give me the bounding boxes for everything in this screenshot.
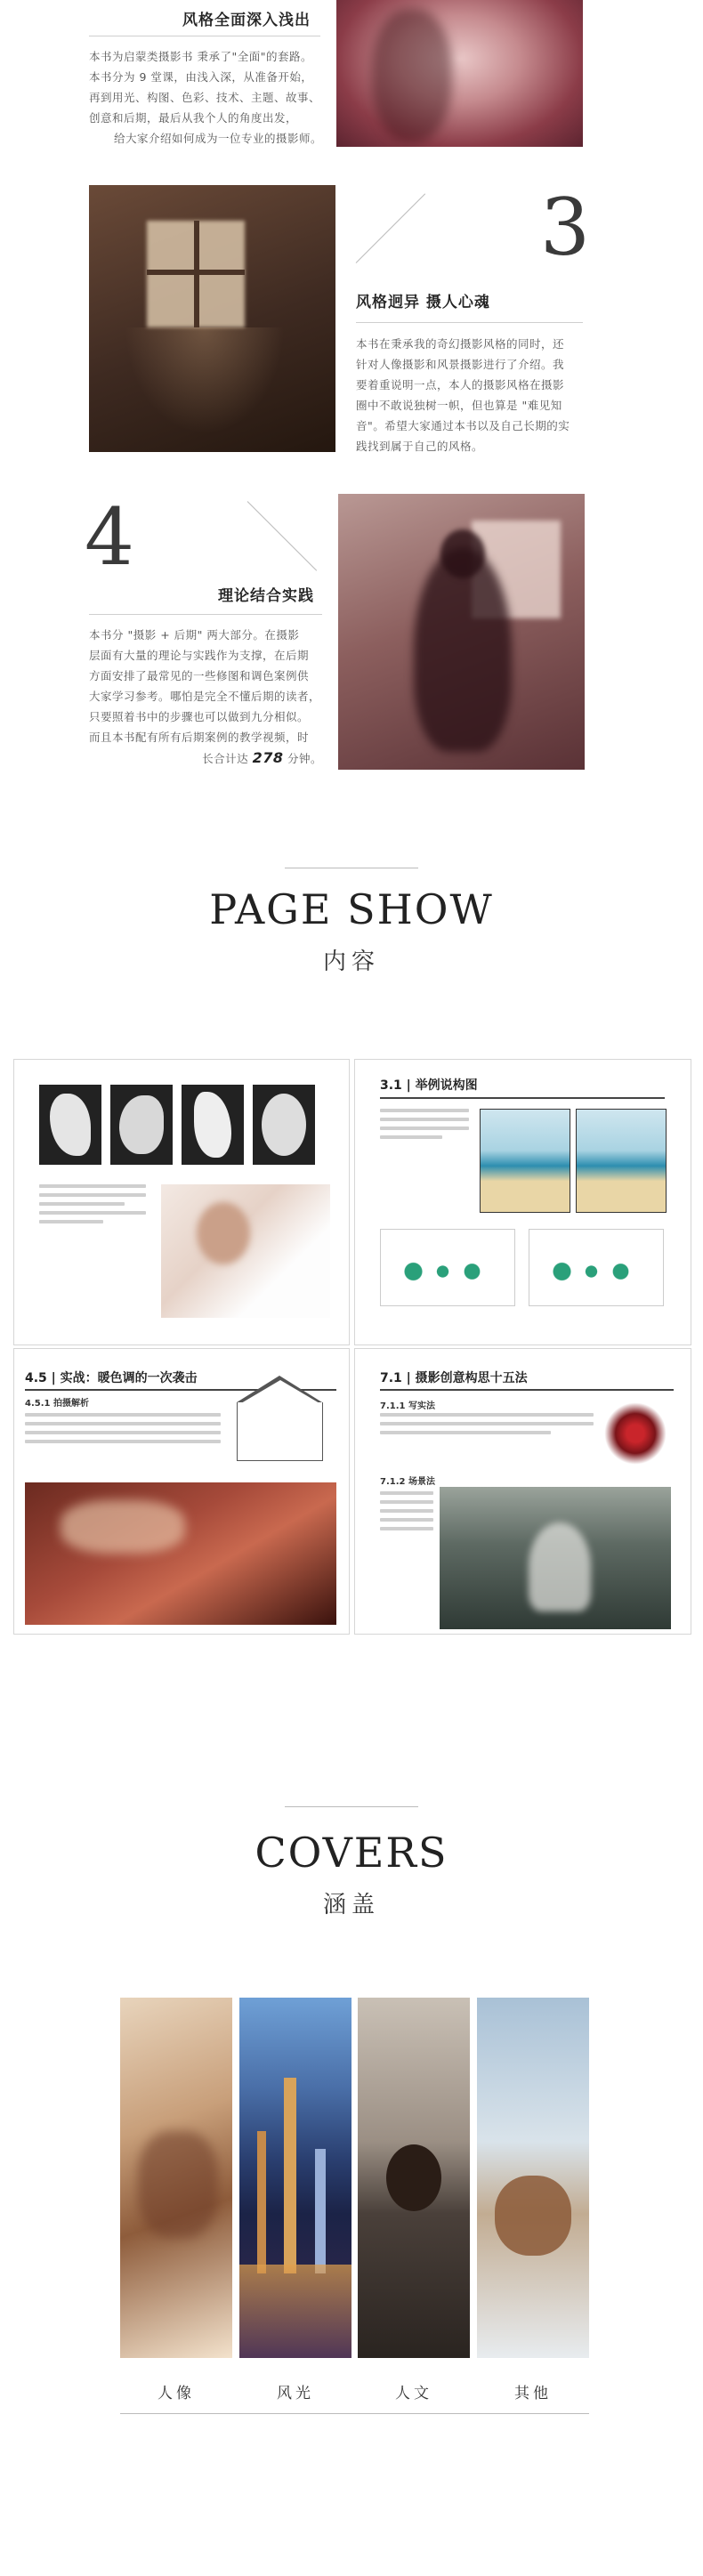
feature3-divider	[356, 322, 583, 323]
feature4-last-prefix: 长合计达	[202, 752, 249, 765]
fish-photo	[604, 1402, 667, 1465]
feature4-divider	[89, 614, 322, 615]
placeholder-text	[380, 1109, 469, 1144]
pageshow-title-en: PAGE SHOW	[209, 885, 494, 933]
spread1-left-page	[13, 1059, 350, 1345]
feature4-text	[89, 625, 322, 769]
covers-top-rule	[285, 1806, 418, 1807]
covers-title-cn: 涵盖	[322, 1892, 380, 1918]
comic-panel-2	[576, 1109, 667, 1213]
feature1-line: 本书分为 9 堂课，由浅入深，从准备开始，	[89, 70, 313, 84]
psd-panel	[182, 1085, 244, 1165]
sofa-photo	[25, 1482, 336, 1625]
placeholder-text	[25, 1413, 221, 1449]
feature3-number: 3	[540, 182, 590, 273]
window-glow	[125, 327, 285, 434]
spread2-left-page	[13, 1348, 350, 1635]
covers-title-en: COVERS	[255, 1829, 448, 1877]
feature3-line: 音"。希望大家通过本书以及自己长期的实	[356, 419, 570, 432]
placeholder-text	[380, 1491, 433, 1536]
cover-label-humanities: 人文	[395, 2385, 432, 2402]
feature4-line: 层面有大量的理论与实践作为支撑，在后期	[89, 649, 310, 662]
feature3-line: 要着重说明一点，本人的摄影风格在摄影	[356, 378, 565, 392]
feature1-text	[89, 46, 322, 149]
cover-portrait	[120, 1998, 232, 2358]
feature3-line: 本书在秉承我的奇幻摄影风格的同时，还	[356, 337, 565, 351]
feature1-photo	[336, 0, 583, 147]
spread1-right-page	[354, 1059, 691, 1345]
cover-landscape	[239, 1998, 352, 2358]
feature3-line: 圈中不敢说独树一帜，但也算是 "难见知	[356, 399, 562, 412]
cover-humanities	[358, 1998, 470, 2358]
cover-label-landscape: 风光	[277, 2385, 314, 2402]
feature3-line: 践找到属于自己的风格。	[356, 440, 484, 453]
feature4-number: 4	[85, 491, 134, 583]
feature4-last-suffix: 分钟。	[287, 752, 322, 765]
feature4-photo	[338, 494, 585, 770]
people-illustration-2	[529, 1229, 664, 1306]
placeholder-text	[380, 1413, 594, 1440]
psd-panel	[39, 1085, 101, 1165]
psd-panel	[253, 1085, 315, 1165]
spread2-left-heading: 4.5 | 实战：暖色调的一次袭击	[25, 1371, 198, 1385]
photo-woman-white	[161, 1184, 330, 1318]
spread2-right-heading: 7.1 | 摄影创意构思十五法	[380, 1371, 528, 1385]
cover-other	[477, 1998, 589, 2358]
spread2-right-sub2: 7.1.2 场景法	[380, 1477, 435, 1487]
heading-rule	[380, 1389, 674, 1391]
feature3-diagonal	[356, 193, 425, 262]
feature4-last-line	[89, 747, 322, 769]
spread2-right-page	[354, 1348, 691, 1635]
spread2-right-sub1: 7.1.1 写实法	[380, 1401, 435, 1411]
feature1-photo-figure	[372, 9, 452, 142]
feature3-title: 风格迥异 摄人心魂	[356, 294, 490, 311]
feature4-line: 方面安排了最常见的一些修图和调色案例供	[89, 669, 310, 682]
spread1-right-heading: 3.1 | 举例说构图	[380, 1078, 478, 1093]
feature4-line: 大家学习参考。哪怕是完全不懂后期的读者，	[89, 690, 321, 703]
people-illustration-1	[380, 1229, 515, 1306]
cover-label-other: 其他	[514, 2385, 552, 2402]
covers-bottom-rule	[120, 2413, 589, 2414]
feature4-line: 只要照着书中的步骤也可以做到九分相似。	[89, 710, 310, 723]
window-frame-h	[147, 270, 245, 275]
psd-screenshots	[39, 1085, 324, 1165]
feature4-title: 理论结合实践	[218, 587, 314, 605]
psd-panel	[110, 1085, 173, 1165]
placeholder-text	[39, 1184, 146, 1229]
comic-panel-1	[480, 1109, 570, 1213]
cover-label-portrait: 人像	[158, 2385, 195, 2402]
pageshow-title-cn: 内容	[322, 949, 380, 975]
feature4-line: 本书分 "摄影 + 后期" 两大部分。在摄影	[89, 628, 300, 642]
house-diagram	[237, 1402, 323, 1461]
feature3-photo	[89, 185, 335, 452]
feature1-line: 本书为启蒙类摄影书 秉承了"全面"的套路。	[89, 50, 312, 63]
feature4-diagonal	[247, 501, 317, 570]
feature4-line: 而且本书配有所有后期案例的教学视频，时	[89, 731, 310, 744]
feature1-line: 再到用光、构图、色彩、技术、主题、故事、	[89, 91, 321, 104]
spread2-left-subheading: 4.5.1 拍摄解析	[25, 1399, 89, 1409]
feature1-line: 创意和后期，最后从我个人的角度出发，	[89, 111, 298, 125]
feature1-line: 给大家介绍如何成为一位专业的摄影师。	[113, 132, 322, 145]
feature1-title: 风格全面深入浅出	[182, 12, 311, 29]
feature4-duration: 278	[252, 749, 284, 766]
heading-rule	[380, 1097, 665, 1099]
silhouette-head	[440, 529, 485, 578]
feature3-line: 针对人像摄影和风景摄影进行了介绍。我	[356, 358, 565, 371]
dancer-photo	[440, 1487, 671, 1629]
feature3-text	[356, 334, 586, 456]
